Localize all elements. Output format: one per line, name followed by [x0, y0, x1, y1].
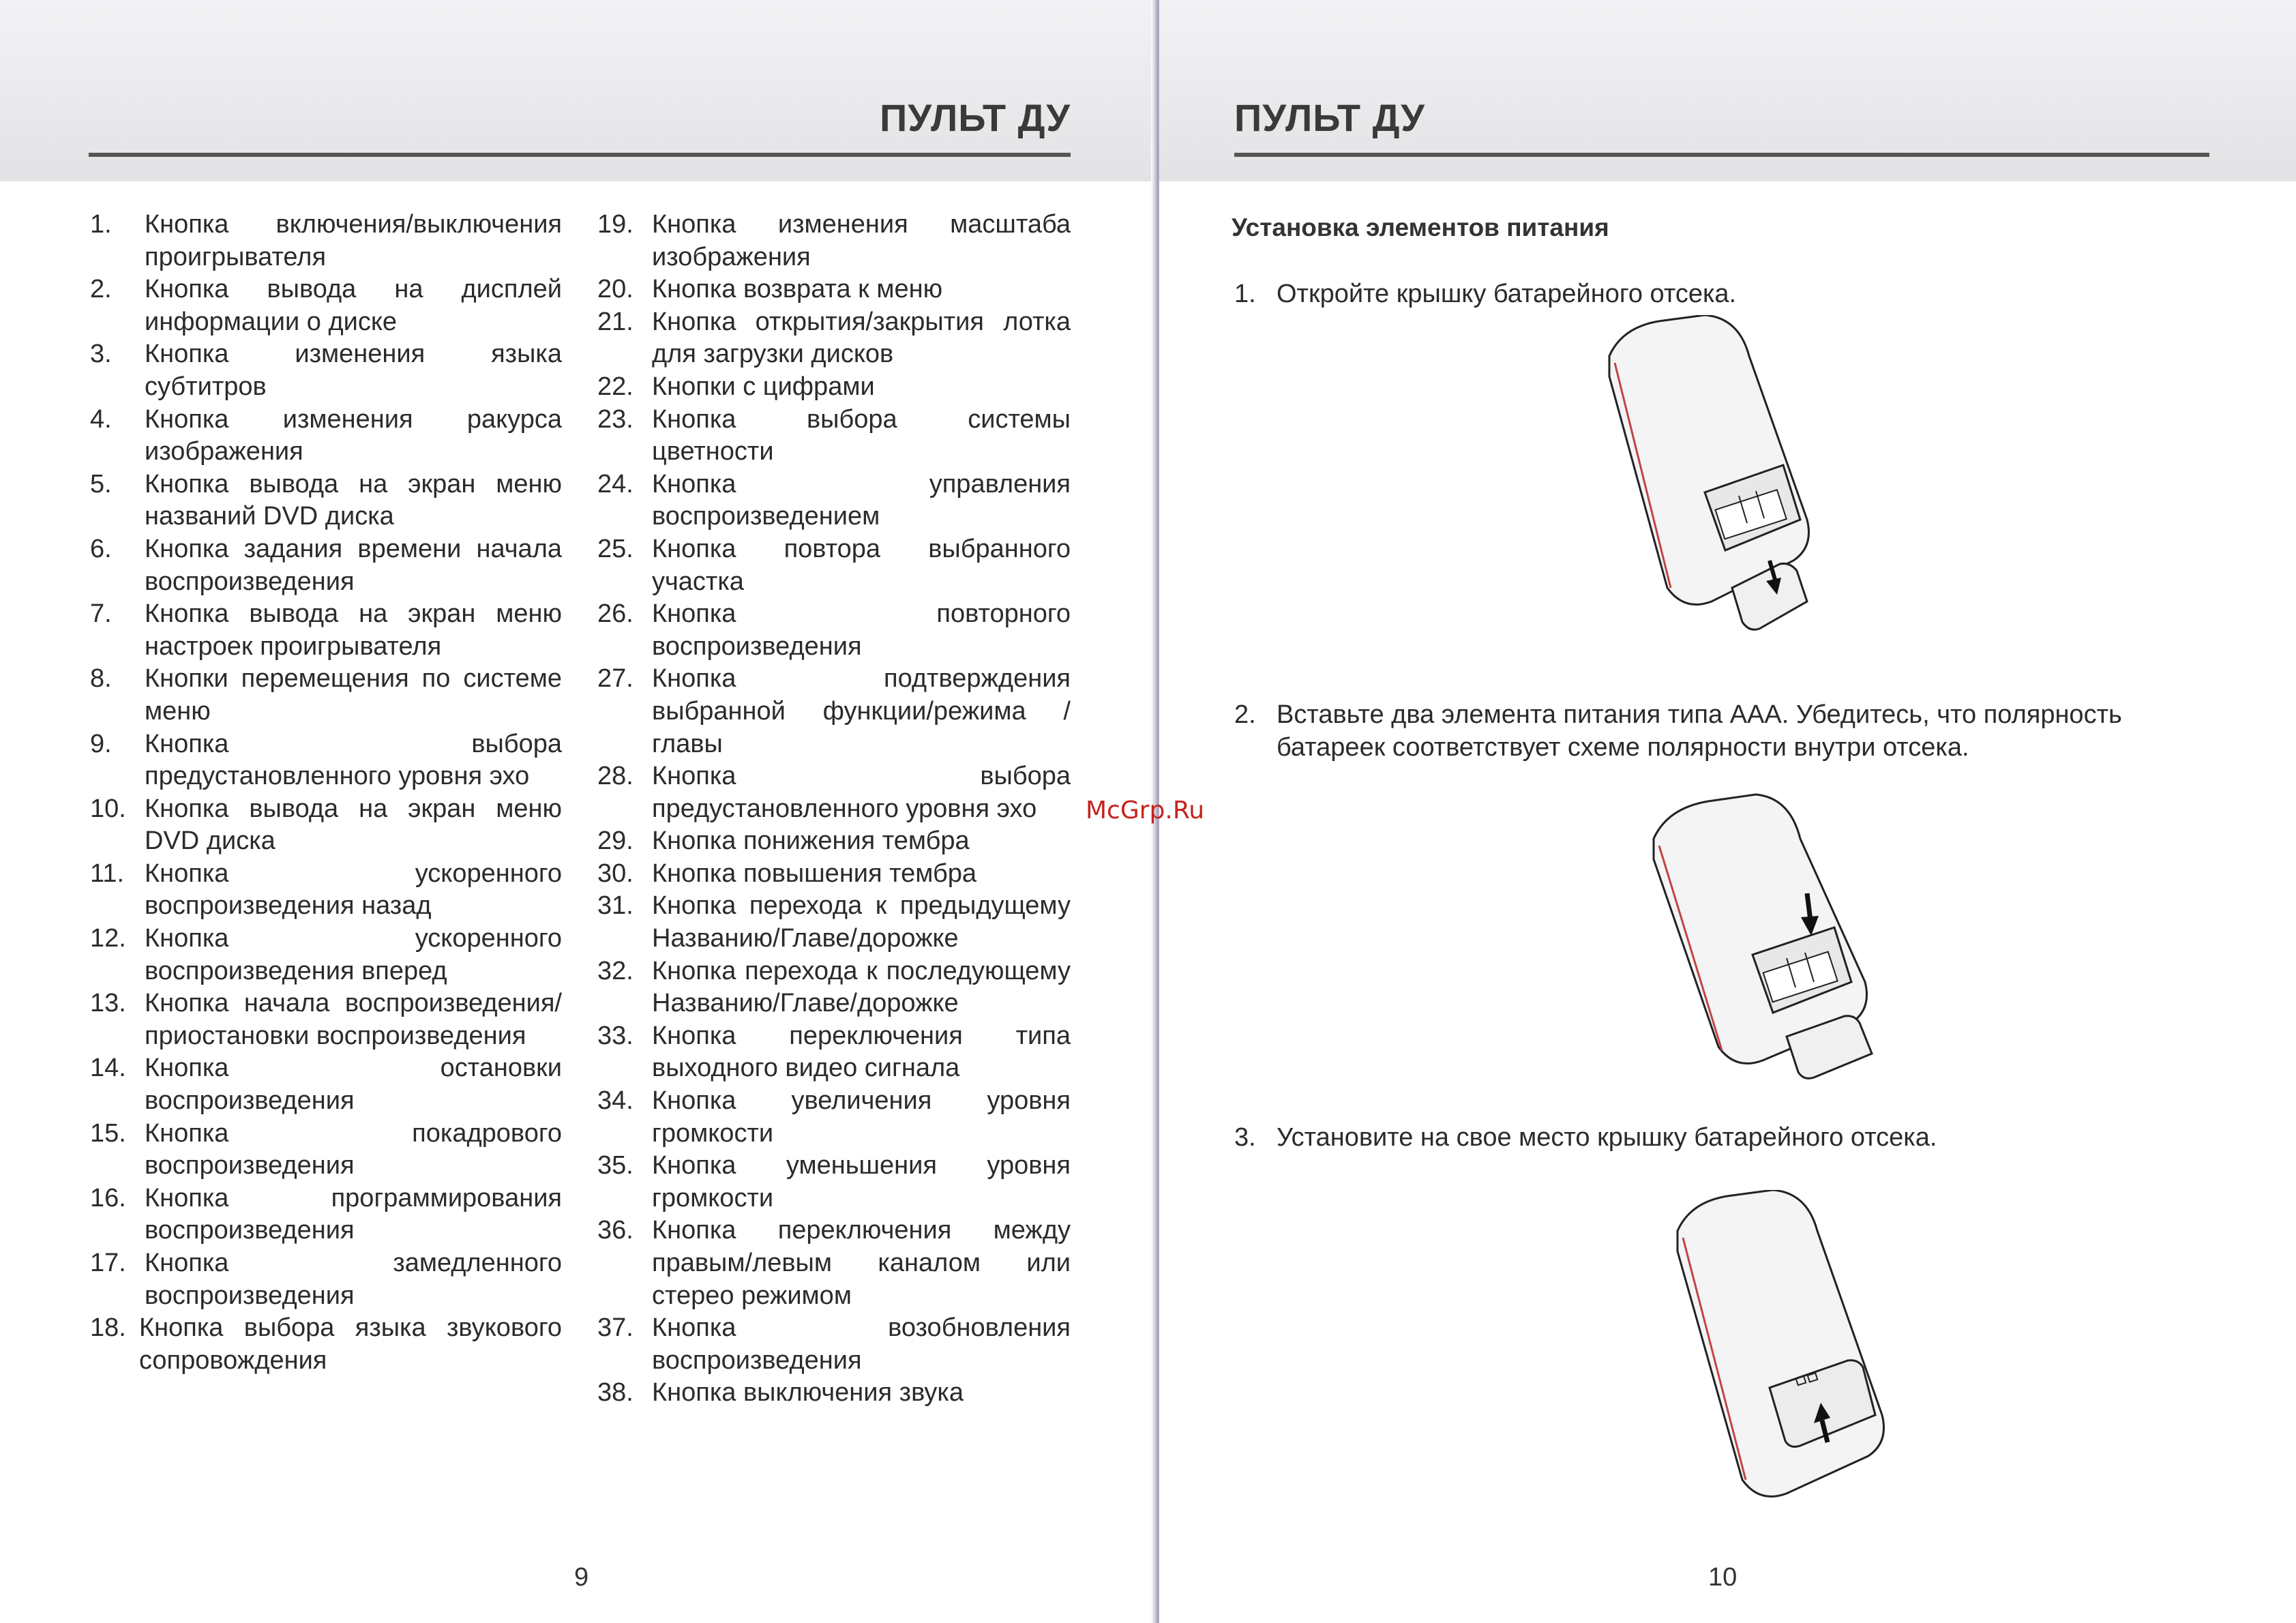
- instruction-step: 1. Откройте крышку батарейного отсека.: [1234, 280, 1737, 308]
- list-item: 4. Кнопка изменения ракурса изображения: [90, 404, 562, 466]
- button-list-column-1: [90, 209, 562, 1377]
- list-item: 18. Кнопка выбора языка звукового сопровождения: [90, 1313, 562, 1375]
- header-rule: [1234, 153, 2209, 157]
- remote-insert-batteries-illustration: [1640, 791, 1920, 1084]
- list-item: 11. Кнопка ускоренного воспроизведения назад: [90, 859, 562, 921]
- list-item: 17. Кнопка замедленного воспроизведения: [90, 1249, 562, 1310]
- list-item: 16. Кнопка программирования воспроизведения: [90, 1183, 562, 1245]
- list-item: 36. Кнопка переключения между правым/левым каналом или стерео режимом: [597, 1216, 1071, 1310]
- list-item: 31. Кнопка перехода к предыдущему Названию/Главе/дорожке: [597, 891, 1071, 953]
- list-item: 12. Кнопка ускоренного воспроизведения вперед: [90, 924, 562, 985]
- list-item: 35. Кнопка уменьшения уровня громкости: [597, 1151, 1071, 1212]
- list-item: 3. Кнопка изменения языка субтитров: [90, 340, 562, 401]
- list-item: 32. Кнопка перехода к последующему Названию/Главе/дорожке: [597, 956, 1071, 1018]
- list-item: 2. Кнопка вывода на дисплей информации о диске: [90, 275, 562, 336]
- list-item: 30. Кнопка повышения тембра: [597, 859, 977, 888]
- list-item: 29. Кнопка понижения тембра: [597, 827, 970, 856]
- list-item: 28. Кнопка выбора предустановленного уровня эхо: [597, 762, 1071, 823]
- list-item: 14. Кнопка остановки воспроизведения: [90, 1054, 562, 1116]
- list-item: 33. Кнопка переключения типа выходного видео сигнала: [597, 1021, 1071, 1083]
- page-title: ПУЛЬТ ДУ: [1234, 96, 1426, 139]
- instruction-step: 3. Установите на свое место крышку батарейного отсека.: [1234, 1123, 1937, 1152]
- list-item: 10. Кнопка вывода на экран меню DVD диска: [90, 794, 562, 856]
- remote-open-cover-illustration: [1602, 315, 1848, 649]
- list-item: 27. Кнопка подтверждения выбранной функции/режима / главы: [597, 664, 1071, 758]
- section-title: Установка элементов питания: [1232, 213, 1609, 241]
- list-item: 21. Кнопка открытия/закрытия лотка для загрузки дисков: [597, 307, 1071, 369]
- list-item: 5. Кнопка вывода на экран меню названий DVD диска: [90, 469, 562, 531]
- header-rule: [89, 153, 1071, 157]
- list-item: 1. Кнопка включения/выключения проигрывателя: [90, 210, 562, 271]
- list-item: 34. Кнопка увеличения уровня громкости: [597, 1086, 1071, 1148]
- list-item: 8. Кнопки перемещения по системе меню: [90, 664, 562, 726]
- page-number: 9: [574, 1563, 589, 1592]
- list-item: 9. Кнопка выбора предустановленного уровня эхо: [90, 729, 562, 791]
- list-item: 22. Кнопки с цифрами: [597, 372, 875, 401]
- right-page: [1159, 0, 2296, 1623]
- page-title: ПУЛЬТ ДУ: [880, 96, 1071, 139]
- page-number: 10: [1708, 1563, 1738, 1592]
- button-list-column-2: [597, 209, 1071, 1410]
- list-item: 19. Кнопка изменения масштаба изображения: [597, 210, 1071, 271]
- list-item: 37. Кнопка возобновления воспроизведения: [597, 1313, 1071, 1375]
- list-item: 7. Кнопка вывода на экран меню настроек проигрывателя: [90, 599, 562, 661]
- list-item: 15. Кнопка покадрового воспроизведения: [90, 1118, 562, 1180]
- watermark-text: McGrp.Ru: [1086, 796, 1205, 824]
- remote-close-cover-illustration: [1671, 1190, 1916, 1504]
- list-item: 20. Кнопка возврата к меню: [597, 275, 943, 304]
- list-item: 24. Кнопка управления воспроизведением: [597, 469, 1071, 531]
- list-item: 23. Кнопка выбора системы цветности: [597, 404, 1071, 466]
- list-item: 26. Кнопка повторного воспроизведения: [597, 599, 1071, 661]
- instruction-step: 2. Вставьте два элемента питания типа ААА. Убедитесь, что полярность батареек соответствует схеме полярности внутри отсека.: [1234, 700, 2122, 762]
- list-item: 13. Кнопка начала воспроизведения/приостановки воспроизведения: [90, 989, 562, 1050]
- list-item: 6. Кнопка задания времени начала воспроизведения: [90, 534, 562, 596]
- list-item: 25. Кнопка повтора выбранного участка: [597, 534, 1071, 596]
- list-item: 38. Кнопка выключения звука: [597, 1378, 964, 1408]
